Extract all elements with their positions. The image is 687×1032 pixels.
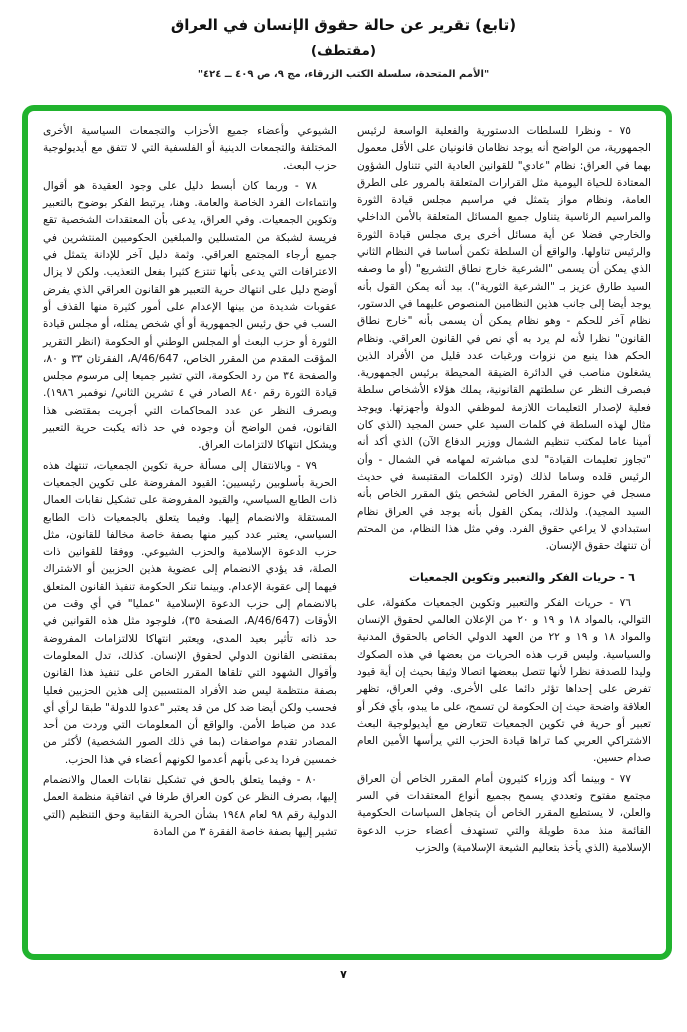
paragraph-77: ٧٧ - وبينما أكد وزراء كثيرون أمام المقرر الخاص أن العراق مجتمع مفتوح وتعددي يسمح بجميع أنواع المعتقدات في السر والعلن، لا يستطيع المقرر الخاص أن يتجاهل السياسات الحكومية القائمة منذ مدة طويلة والتي تستهدف أعضاء حزب الدعوة الإسلامية (الذي يأخذ بتعاليم الشيعة الإسلامية) والحزب	[357, 772, 651, 854]
two-column-text-layout	[43, 123, 651, 946]
paragraph-76: ٧٦ - حريات الفكر والتعبير وتكوين الجمعيات مكفولة، على التوالي، بالمواد ١٨ و ١٩ و ٢٠ من الإعلان العالمي لحقوق الإنسان والمواد ١٨ و ١٩ و ٢٢ من العهد الدولي الخاص بالحقوق المدنية والسياسية. وليس قرب هذه الحريات من بعضها في هذه الصكوك وليدا للصدفة نظرا لأنها تتصل ببعضها اتصالا وثيقا بحيث إن أية قيود تفرض على إحداها تؤثر دائما على الأخرى. وفي العراق، تظهر العلاقة واضحة حيث إن الحكومة لن تسمح، على ما يبدو، بأي فكر أو تعبير أو حرية في تكوين الجمعيات تتعارض مع أيديولوجية البعث الاشتراكي العربي كما تراها قيادة الحزب التي يرأسها الأمين العام صدام حسين.	[357, 596, 651, 765]
column-first	[357, 123, 651, 946]
document-source-citation: "الأمم المتحدة، سلسلة الكتب الزرقاء، مج ٩، ص ٤٠٩ ــ ٤٢٤"	[197, 69, 490, 80]
document-title: (تابع) تقرير عن حالة حقوق الإنسان في العراق	[170, 16, 517, 34]
paragraph-78: ٧٨ - وربما كان أبسط دليل على وجود العقيدة هو أقوال وانتماءات الفرد الخاصة والعامة. وهنا، يرتبط الفكر بوضوح بالتعبير وتكوين الجمعيات. وفي العراق، يدعى بأن المعتقدات الشخصية تقع فريسة لشبكة من المتسللين والمبلغين الحكوميين المنتشرين في جميع أرجاء المجتمع العراقي. وثمة دليل آخر للإدانة يتمثل في الاعترافات التي يدعى بأنها تنتزع كثيرا بفعل التعذيب. ولكن لا يزال أوضح دليل على انتهاك حرية التعبير هو القانون العراقي الذي يفرض عقوبات شديدة من بينها الإعدام على أمور كثيرة منها القذف أو السب في حق رئيس الجمهورية أو أي شخص يمثله، أو مجلس قيادة الثورة أو حزب البعث أو المجلس الوطني أو الحكومة (انظر التقرير المؤقت المقدم من المقرر الخاص، A/46/647، الفقرتان ٣٣ و ٨٠، والصفحة ٣٤ من رد الحكومة، التي تشير جميعا إلى مرسوم مجلس قيادة الثورة رقم ٨٤٠ الصادر في ٤ تشرين الثاني/ نوفمبر ١٩٨٦). وبصرف النظر عن عدد المحاكمات التي أجريت بمقتضى هذا القانون، فمن الواضح أن وجوده في حد ذاته يكبت حرية التعبير ويشكل انتهاكا لالتزامات العراق.	[43, 179, 337, 452]
document-header	[0, 0, 687, 80]
page-number: ٧	[340, 968, 347, 981]
excerpt-border-box	[22, 105, 672, 960]
section-heading-6: ٦ - حريات الفكر والتعبير وتكوين الجمعيات	[408, 571, 635, 585]
paragraph-79: ٧٩ - وبالانتقال إلى مسألة حرية تكوين الجمعيات، تنتهك هذه الحرية بأسلوبين رئيسيين: القيود المفروضة على تكوين الجمعيات ذات الطابع السياسي، والقيود المفروضة على تشكيل نقابات العمال المستقلة والانضمام إليها. وفيما يتعلق بالجمعيات ذات الطابع السياسي، يعتبر عدد كبير منها بصفة خاصة مخالفا للقانون، مثل حزب الدعوة الإسلامية والحزب الشيوعي. ووفقا للقوانين ذات الصلة، قد يؤدي الانضمام إلى عضوية هذين الحزبين أو الاشتراك فيهما إلى عقوبة الإعدام. وبينما تنكر الحكومة تنفيذ القانون المتعلق بالانضمام إلى حزب الدعوة الإسلامية "عمليا" في أي وقت من الأوقات (A/46/647، الصفحة ٣٥)، فلوجود مثل هذه القوانين في حد ذاته تأثير بعيد المدى، ويعتبر انتهاكا للالتزامات المفروضة بمقتضى القانون الدولي لحقوق الإنسان. كذلك، تدل المعلومات وأقوال الشهود التي تلقاها المقرر الخاص على تنفيذ هذا القانون بصفة منتظمة ليس ضد الأفراد المنتسبين إلى هذين الحزبين فعليا فحسب ولكن أيضا ضد كل من قد يعتبر "عدوا للدولة" طبقا لرأي أي عدد من ضباط الأمن. والواقع أن المعلومات التي وردت من أحد المصادر تقدم مواصفات (بما في ذلك الصور الشخصية) لأكثر من خمسين فردا يدعى بأنهم أعدموا لكونهم أعضاء في هذا الحزب.	[43, 459, 337, 766]
paragraph-80: ٨٠ - وفيما يتعلق بالحق في تشكيل نقابات العمال والانضمام إليها، بصرف النظر عن كون العراق طرفا في اتفاقية منظمة العمل الدولية رقم ٩٨ لعام ١٩٤٨ بشأن الحرية النقابية وحق التنظيم (التي تشير إليها بصفة خاصة الفقرة ٣ من المادة	[43, 773, 337, 838]
paragraph-75: ٧٥ - ونظرا للسلطات الدستورية والفعلية الواسعة لرئيس الجمهورية، من الواضح أنه يوجد نظامان قانونيان على الأقل معمول بهما في العراق: نظام "عادي" للقوانين العادية التي تتناول الشؤون المعتادة للحياة اليومية مثل القرارات المتعلقة بالمرور على الطرق العامة، ونظام مواز يتمثل في مراسيم مجلس قيادة الثورة والمراسيم الرئاسية يتناول جميع المسائل المتعلقة بالأمن الداخلي والخارجي فضلا عن أية مسائل أخرى يرى مجلس قيادة الثورة والرئيس تناولها. والواقع أن السلطة تكمن أساسا في النظام الثاني الذي يمكن أن يسمى "الشرعية خارج نطاق التشريع" (أو ما وصفه السيد طارق عزيز بـ "الشرعية الثورية"). بيد أنه يمكن القول بأنه يوجد أيضا إلى جانب هذين النظامين المنصوص عليهما في الدستور، نظام آخر للحكم - وهو نظام يمكن أن يسمى بأنه "خارج نطاق القانون" نظرا لأنه لم يرد به أي نص في القانون العراقي. ونظام الحكم هذا ينبع من نزوات ورغبات عدد قليل من الأفراد الذين يشغلون مناصب في الدائرة الضيقة المحيطة برئيس الجمهورية. فبصرف النظر عن سلطتهم القانونية، يملك هؤلاء الأشخاص سلطة فعلية لإصدار التعليمات اللازمة لموظفي الدولة وأجهزتها. ويوجد مثال لهذه السلطة في كلمات السيد علي حسن المجيد (الذي كان أمينا عاما لمكتب تنظيم الشمال ووزير الدفاع الآن) الذي أكد أنه "تجاوز تعليمات القيادة" لدى مباشرته لمهامه في الشمال - وأن الرئيس قلده وساما لذلك (وترد الكلمات المقتبسة في حديث مسجل في حوزة المقرر الخاص لشخص يثق المقرر الخاص بأنه السيد المجيد). ولذلك، يمكن القول بأنه يوجد في العراق نظام استبدادي لا يراعي حقوق الفرد. وفي مثل هذا النظام، من المحتم أن تنتهك حقوق الإنسان.	[357, 125, 651, 553]
column-second	[43, 123, 337, 946]
paragraph-77-continuation: الشيوعي وأعضاء جميع الأحزاب والتجمعات السياسية الأخرى المختلفة والتجمعات الدينية أو الفلسفية التي لا تتفق مع أيديولوجية حزب البعث.	[43, 125, 337, 172]
document-subtitle: (مقتطف)	[310, 43, 377, 59]
